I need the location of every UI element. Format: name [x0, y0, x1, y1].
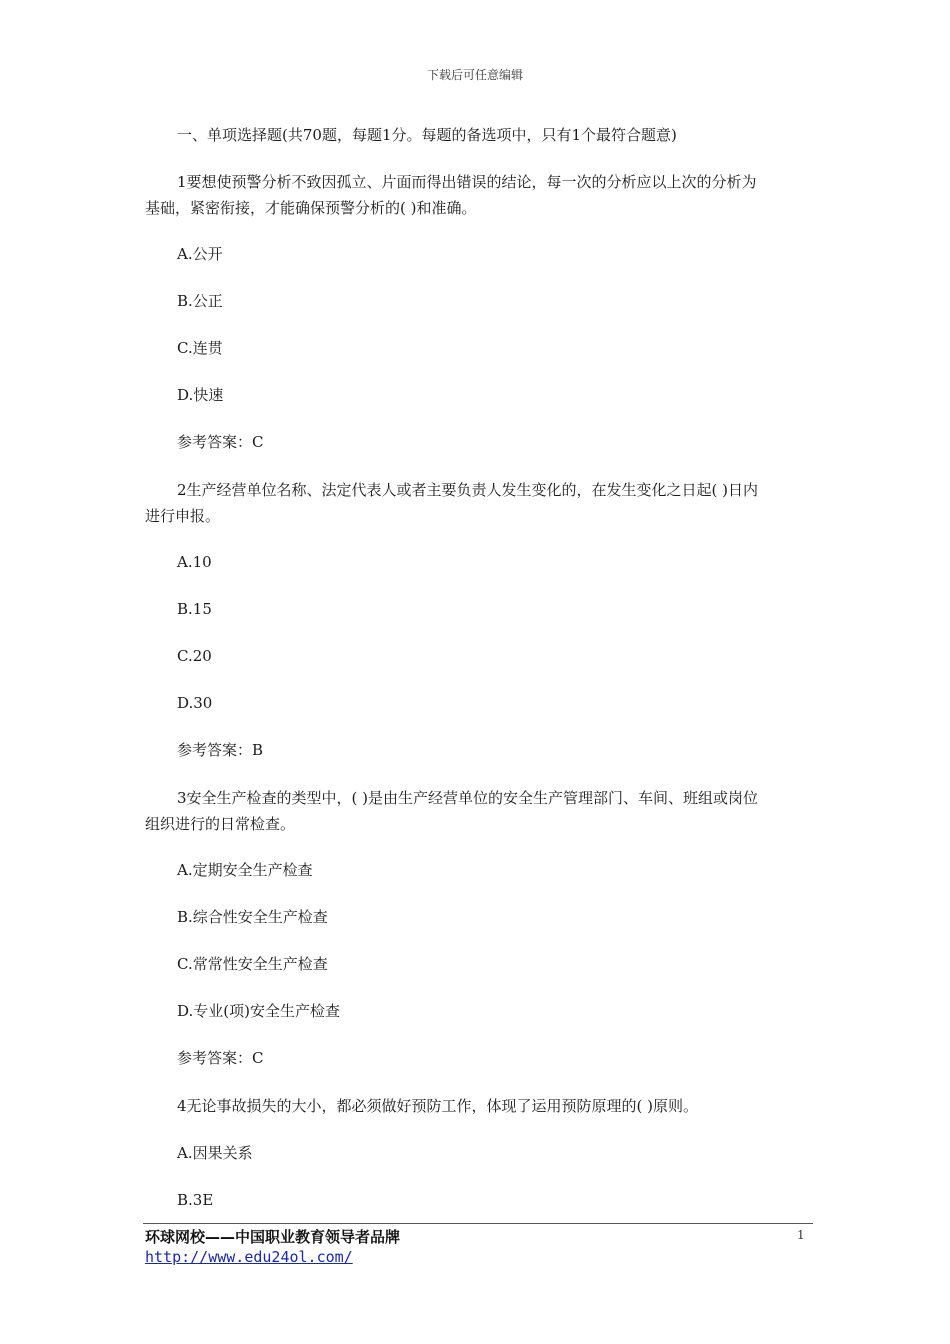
- option: C.常常性安全生产检查: [177, 955, 328, 973]
- page-number: 1: [797, 1228, 805, 1242]
- option: B.公正: [177, 292, 223, 310]
- footer-divider: [143, 1223, 813, 1224]
- option: D.专业(项)安全生产检查: [177, 1002, 340, 1020]
- option: A.公开: [177, 245, 223, 263]
- option: B.综合性安全生产检查: [177, 908, 328, 926]
- question-stem: 1要想使预警分析不致因孤立、片面而得出错误的结论，每一次的分析应以上次的分析为基础，紧密衔接，才能确保预警分析的( )和准确。: [145, 173, 757, 217]
- section-title: 一、单项选择题(共70题，每题1分。每题的备选项中，只有1个最符合题意): [177, 126, 677, 144]
- question-stem: 3安全生产检查的类型中，( )是由生产经营单位的安全生产管理部门、车间、班组或岗位组织进行的日常检查。: [145, 789, 759, 833]
- option: A.10: [177, 553, 212, 571]
- question-stem: 2生产经营单位名称、法定代表人或者主要负责人发生变化的，在发生变化之日起( )日内进行申报。: [145, 481, 759, 525]
- footer-brand: 环球网校——中国职业教育领导者品牌: [145, 1228, 401, 1246]
- option: C.连贯: [177, 339, 223, 357]
- option: A.定期安全生产检查: [177, 861, 313, 879]
- question-stem: 4无论事故损失的大小，都必须做好预防工作，体现了运用预防原理的( )原则。: [177, 1097, 699, 1115]
- option: D.快速: [177, 386, 224, 404]
- option: B.3E: [177, 1191, 214, 1209]
- answer: 参考答案：C: [177, 433, 264, 451]
- answer: 参考答案：C: [177, 1049, 264, 1067]
- footer-link[interactable]: http://www.edu24ol.com/: [145, 1248, 353, 1266]
- page-header: 下载后可任意编辑: [426, 68, 523, 82]
- answer: 参考答案：B: [177, 741, 264, 759]
- option: B.15: [177, 600, 212, 618]
- option: D.30: [177, 694, 213, 712]
- option: A.因果关系: [177, 1144, 253, 1162]
- option: C.20: [177, 647, 212, 665]
